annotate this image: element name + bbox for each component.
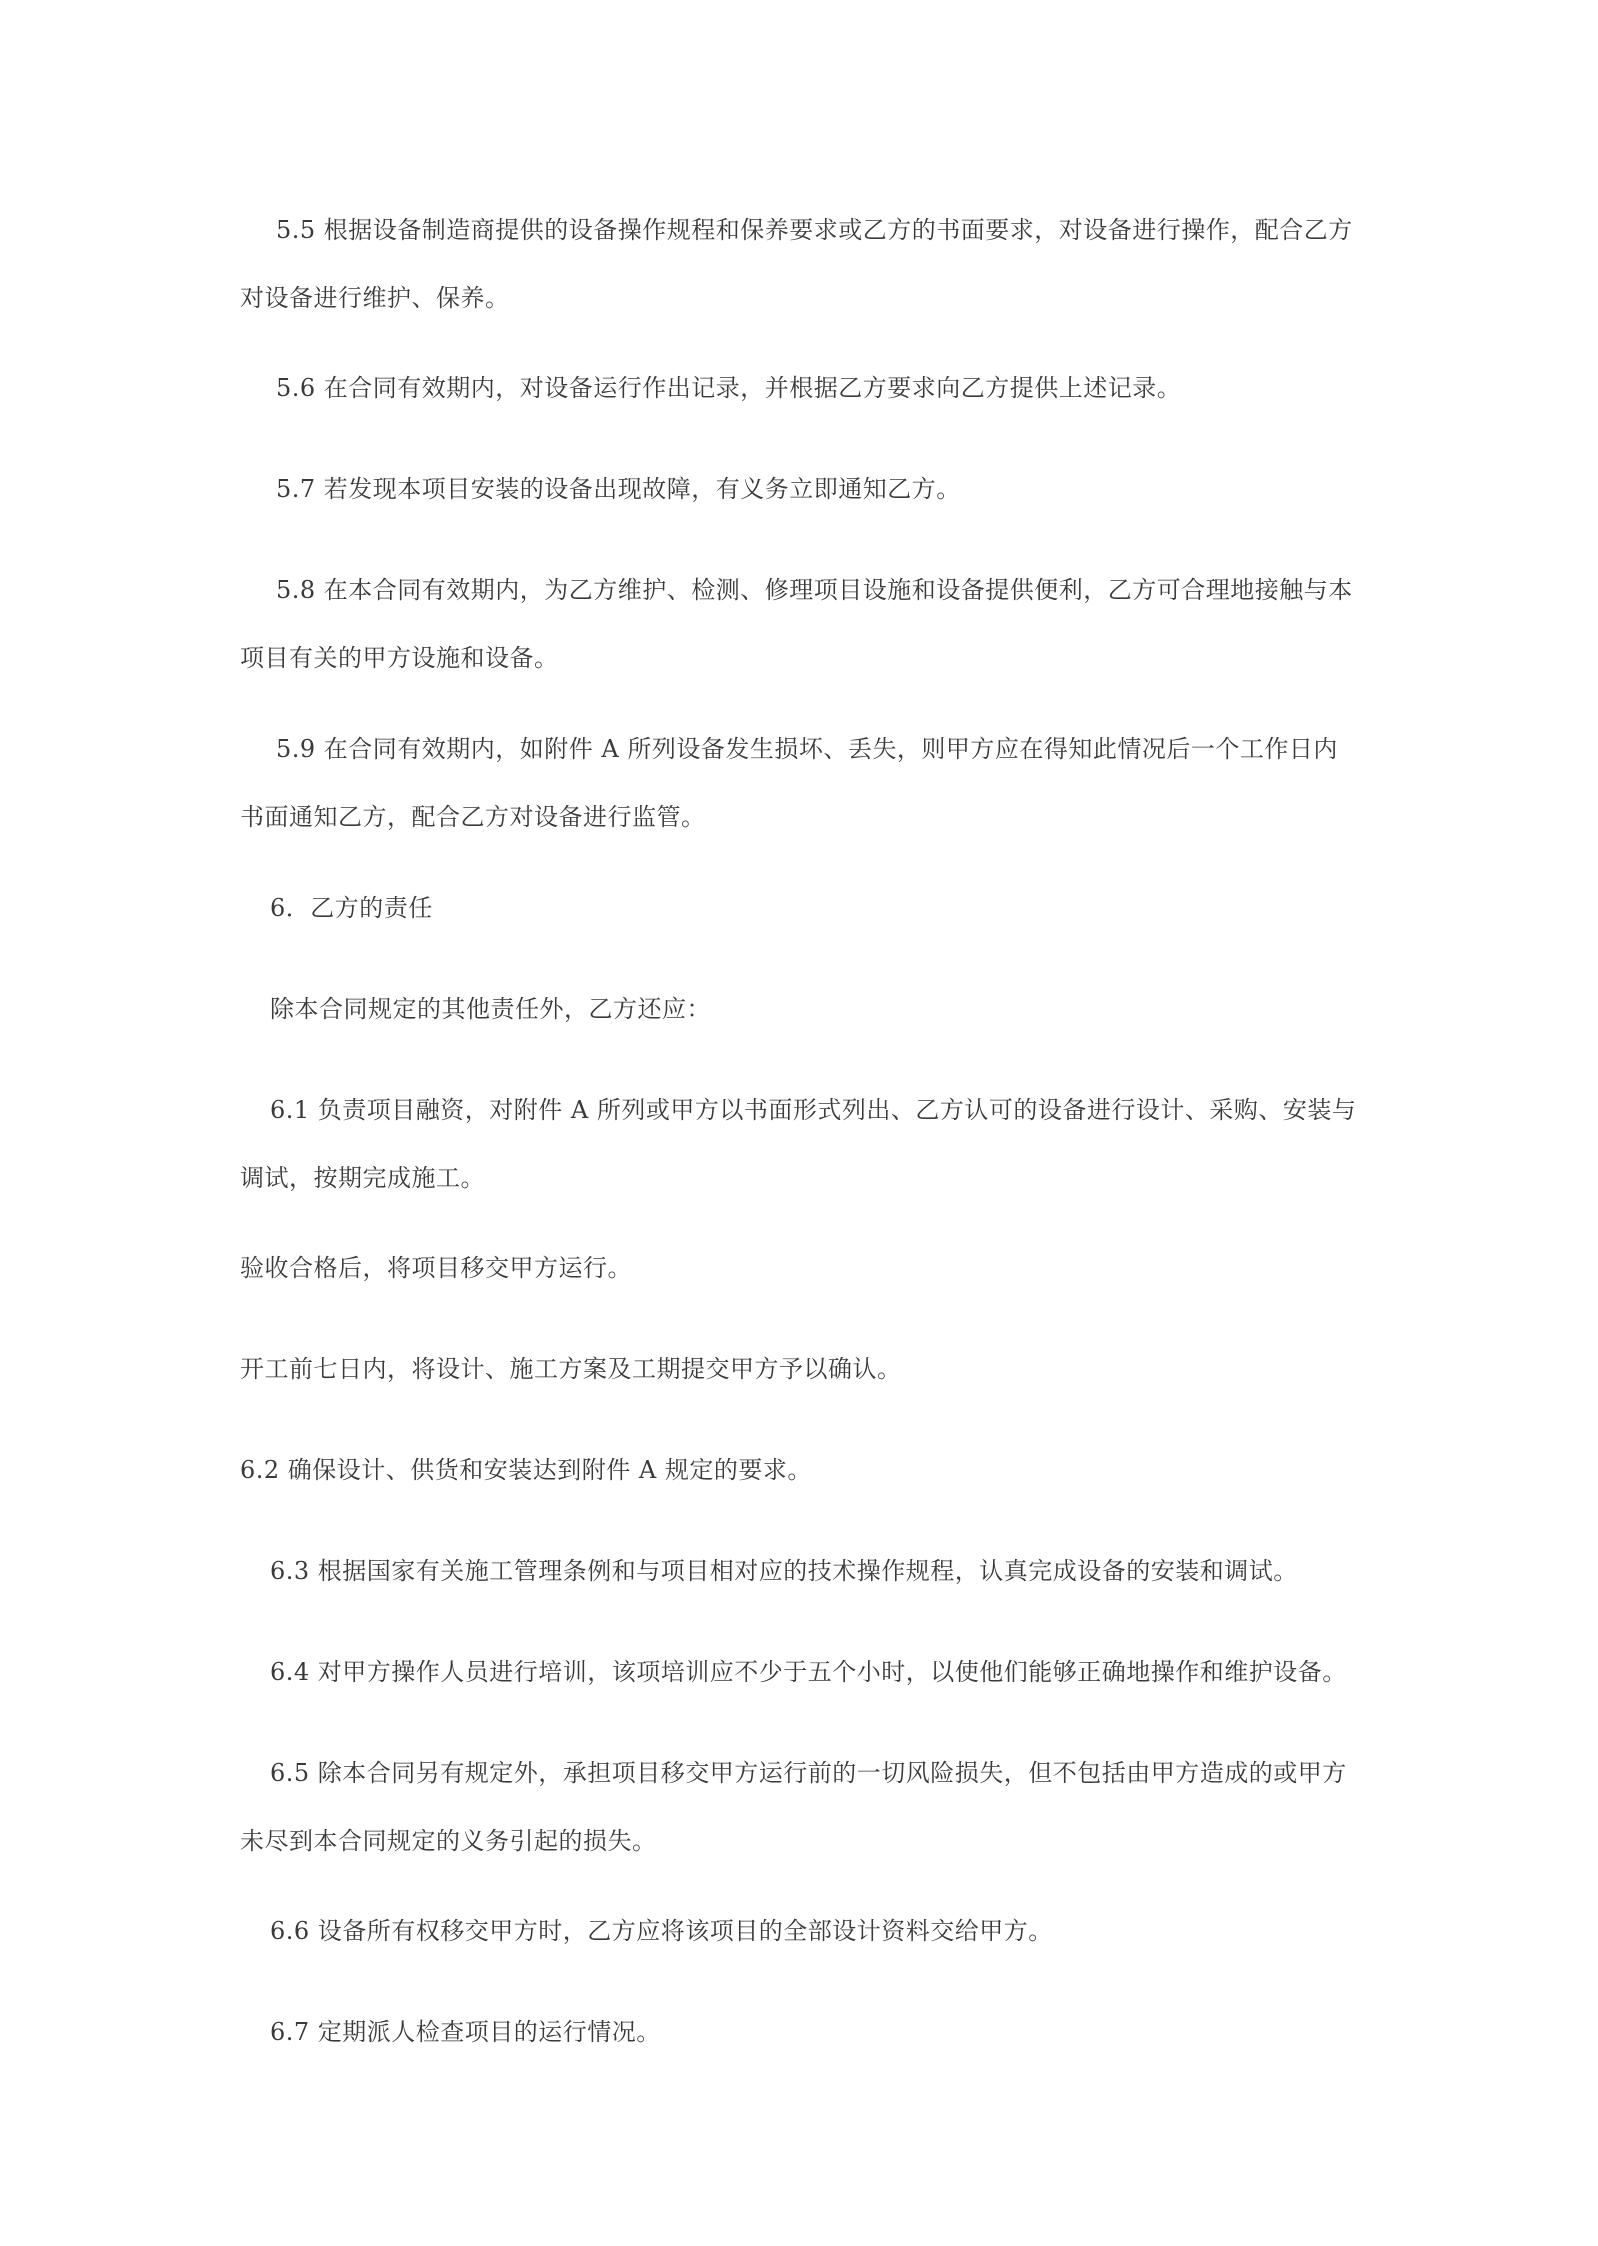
- clause-5-7: 5.7 若发现本项目安装的设备出现故障，有义务立即通知乙方。: [276, 475, 961, 503]
- clause-5-9: 5.9 在合同有效期内，如附件 A 所列设备发生损坏、丢失，则甲方应在得知此情况后一个工作日内书面通知乙方，配合乙方对设备进行监管。: [240, 735, 1338, 831]
- clause-6-2: 6.2 确保设计、供货和安装达到附件 A 规定的要求。: [240, 1456, 812, 1484]
- clause-6-1: 6.1 负责项目融资，对附件 A 所列或甲方以书面形式列出、乙方认可的设备进行设计、采购、安装与调试，按期完成施工。: [240, 1096, 1357, 1192]
- section-6-heading: 6．乙方的责任: [270, 894, 433, 922]
- clause-5-5: 5.5 根据设备制造商提供的设备操作规程和保养要求或乙方的书面要求，对设备进行操作，配合乙方对设备进行维护、保养。: [240, 216, 1353, 312]
- clause-6-3: 6.3 根据国家有关施工管理条例和与项目相对应的技术操作规程，认真完成设备的安装和调试。: [270, 1557, 1298, 1585]
- clause-5-8: 5.8 在本合同有效期内，为乙方维护、检测、修理项目设施和设备提供便利，乙方可合理地接触与本项目有关的甲方设施和设备。: [240, 576, 1353, 672]
- clause-6-7: 6.7 定期派人检查项目的运行情况。: [270, 2018, 661, 2046]
- clause-6-1-pre-construction: 开工前七日内，将设计、施工方案及工期提交甲方予以确认。: [240, 1355, 902, 1383]
- clause-6-4: 6.4 对甲方操作人员进行培训，该项培训应不少于五个小时，以使他们能够正确地操作和维护设备。: [270, 1658, 1347, 1686]
- clause-6-6: 6.6 设备所有权移交甲方时，乙方应将该项目的全部设计资料交给甲方。: [270, 1917, 1053, 1945]
- section-6-intro: 除本合同规定的其他责任外，乙方还应：: [270, 995, 711, 1023]
- clause-5-6: 5.6 在合同有效期内，对设备运行作出记录，并根据乙方要求向乙方提供上述记录。: [276, 374, 1182, 402]
- clause-6-1-acceptance: 验收合格后，将项目移交甲方运行。: [240, 1254, 632, 1282]
- clause-6-5: 6.5 除本合同另有规定外，承担项目移交甲方运行前的一切风险损失，但不包括由甲方造成的或甲方未尽到本合同规定的义务引起的损失。: [240, 1759, 1347, 1855]
